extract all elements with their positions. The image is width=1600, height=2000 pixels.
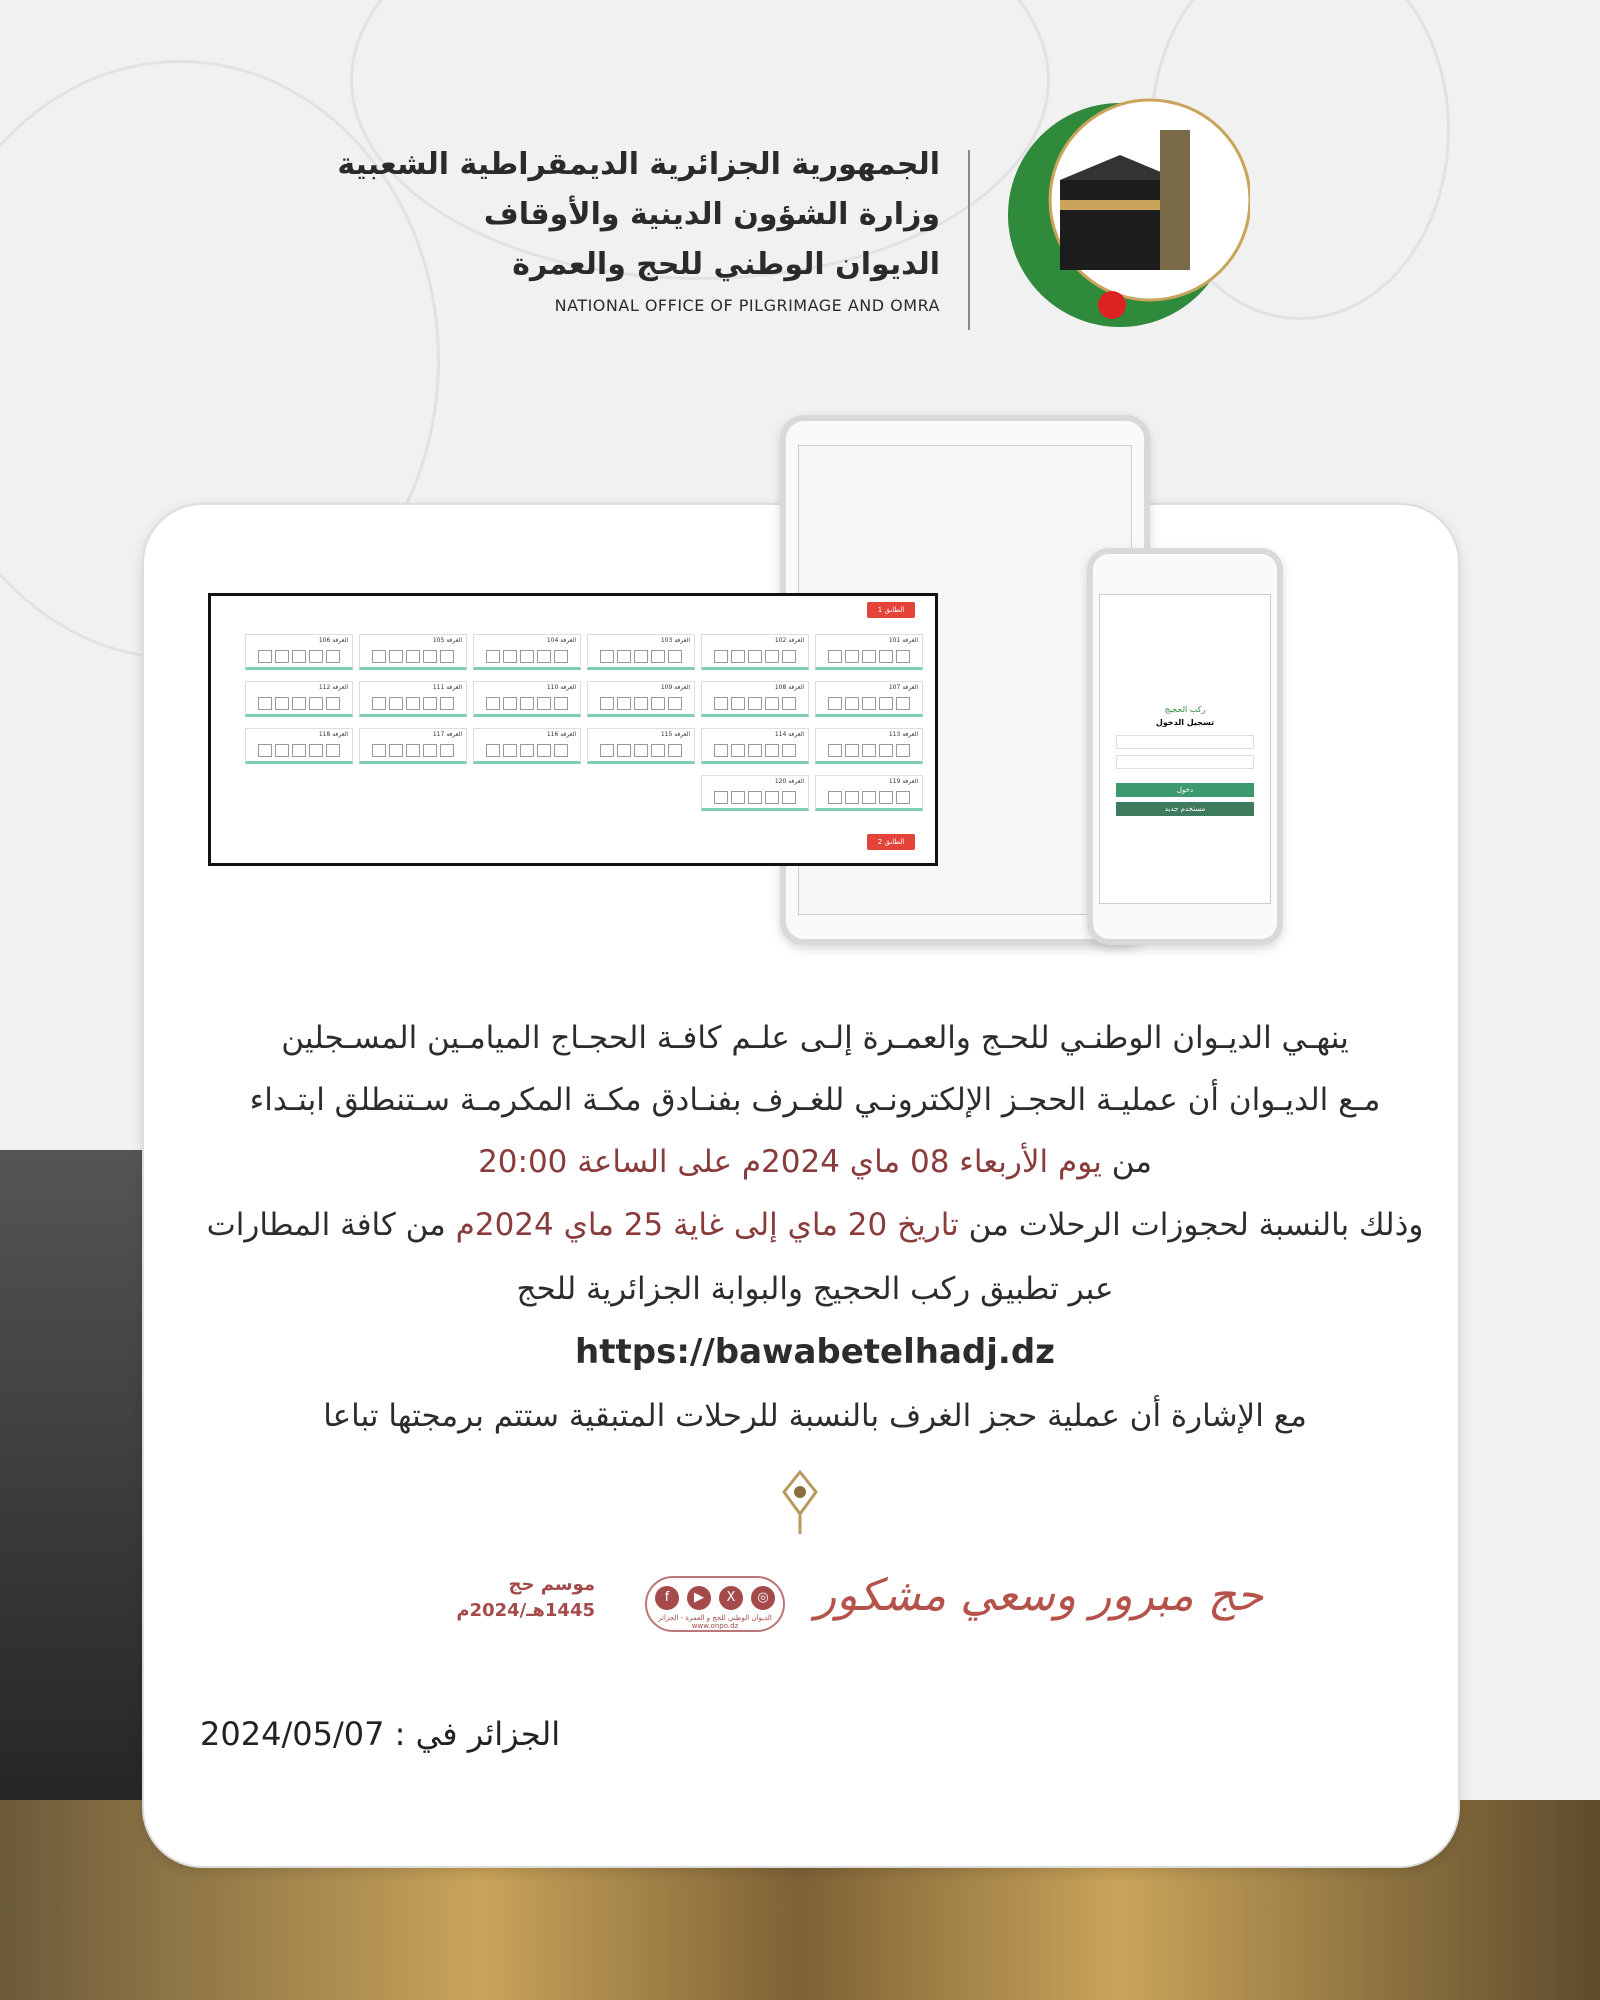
room-label: الغرفة 101 <box>888 637 918 644</box>
date-label: الجزائر في : <box>394 1715 561 1753</box>
room-card[interactable] <box>815 728 923 764</box>
bed-slots <box>820 791 918 804</box>
bed-slots <box>364 650 462 663</box>
room-card[interactable] <box>245 681 353 717</box>
bed-slots <box>706 791 804 804</box>
hajj-calligraphy: حج مبرور وسعي مشكور <box>815 1570 1264 1621</box>
website-link[interactable]: www.onpo.dz <box>691 1622 739 1630</box>
room-card[interactable] <box>701 775 809 811</box>
room-card[interactable] <box>701 728 809 764</box>
room-booking-screenshot <box>208 593 938 866</box>
portal-link[interactable]: https://bawabetelhadj.dz <box>575 1332 1055 1372</box>
bed-slots <box>592 697 690 710</box>
paragraph-line-6: مع الإشارة أن عملية حجز الغرف بالنسبة للرحلات المتبقية ستتم برمجتها تباعا <box>323 1398 1307 1434</box>
bed-slots <box>706 650 804 663</box>
start-datetime: يوم الأربعاء 08 ماي 2024م على الساعة 20:00 <box>478 1144 1102 1180</box>
room-card[interactable] <box>815 681 923 717</box>
room-card[interactable] <box>359 634 467 670</box>
room-label: الغرفة 119 <box>888 778 918 785</box>
new-user-button[interactable]: مستخدم جديد <box>1116 802 1254 816</box>
flight-date-range: تاريخ 20 ماي إلى غاية 25 ماي 2024م <box>455 1207 959 1243</box>
text-flights: وذلك بالنسبة لحجوزات الرحلات من <box>968 1207 1424 1243</box>
room-card[interactable] <box>701 681 809 717</box>
bed-slots <box>820 744 918 757</box>
bed-slots <box>478 744 576 757</box>
room-label: الغرفة 109 <box>660 684 690 691</box>
text-from: من <box>1111 1144 1152 1180</box>
username-field[interactable] <box>1116 735 1254 749</box>
text-airports: من كافة المطارات <box>206 1207 446 1243</box>
paragraph-line-2: مـع الديـوان أن عمليـة الحجـز الإلكترونـي للغـرف بفنـادق مكـة المكرمـة سـتنطلق ابتـداء <box>249 1082 1381 1118</box>
room-label: الغرفة 117 <box>432 731 462 738</box>
bed-slots <box>592 744 690 757</box>
room-label: الغرفة 118 <box>318 731 348 738</box>
season-label <box>456 1572 595 1624</box>
phone-mockup <box>1087 548 1283 945</box>
bed-slots <box>706 697 804 710</box>
season-line-1: موسم حج <box>508 1574 595 1595</box>
date-value: 2024/05/07 <box>200 1715 385 1753</box>
room-label: الغرفة 107 <box>888 684 918 691</box>
floor-1-button[interactable]: الطابق 1 <box>867 602 915 618</box>
room-label: الغرفة 106 <box>318 637 348 644</box>
instagram-icon[interactable]: ◎ <box>751 1586 775 1610</box>
bed-slots <box>364 697 462 710</box>
phone-screen <box>1099 594 1271 904</box>
paragraph-line-1: ينهـي الديـوان الوطنـي للحـج والعمـرة إلـى علـم كافـة الحجـاج الميامـين المسـجلين <box>281 1020 1349 1056</box>
room-label: الغرفة 105 <box>432 637 462 644</box>
room-card[interactable] <box>473 634 581 670</box>
bed-slots <box>706 744 804 757</box>
password-field[interactable] <box>1116 755 1254 769</box>
footer-row <box>450 1560 1264 1650</box>
onpo-logo-icon <box>1000 90 1250 340</box>
room-label: الغرفة 114 <box>774 731 804 738</box>
room-card[interactable] <box>815 775 923 811</box>
header-divider <box>968 150 970 330</box>
bed-slots <box>250 697 348 710</box>
room-label: الغرفة 108 <box>774 684 804 691</box>
x-twitter-icon[interactable]: X <box>719 1586 743 1610</box>
paragraph-line-4 <box>200 1207 1430 1243</box>
bed-slots <box>478 697 576 710</box>
room-card[interactable] <box>245 728 353 764</box>
room-label: الغرفة 115 <box>660 731 690 738</box>
issue-date <box>200 1715 560 1753</box>
bed-slots <box>592 650 690 663</box>
room-card[interactable] <box>587 681 695 717</box>
room-card[interactable] <box>359 728 467 764</box>
ornament-icon <box>780 1470 820 1536</box>
login-title: تسجيل الدخول <box>1155 718 1215 727</box>
room-card[interactable] <box>701 634 809 670</box>
facebook-icon[interactable]: f <box>655 1586 679 1610</box>
bed-slots <box>364 744 462 757</box>
bed-slots <box>820 650 918 663</box>
room-card[interactable] <box>587 634 695 670</box>
background-kaaba-cloth <box>0 1150 160 1850</box>
social-caption: الديوان الوطني للحج و العمرة - الجزائر www.onpo.dz <box>658 1614 772 1630</box>
social-links <box>645 1576 785 1632</box>
room-label: الغرفة 116 <box>546 731 576 738</box>
room-card[interactable] <box>587 728 695 764</box>
room-card[interactable] <box>473 728 581 764</box>
room-label: الغرفة 110 <box>546 684 576 691</box>
portal-link-line <box>200 1332 1430 1372</box>
room-label: الغرفة 102 <box>774 637 804 644</box>
paragraph-line-5: عبر تطبيق ركب الحجيج والبوابة الجزائرية للحج <box>516 1271 1114 1307</box>
app-name: ركب الحجيج <box>1164 705 1206 714</box>
room-card[interactable] <box>473 681 581 717</box>
room-label: الغرفة 111 <box>432 684 462 691</box>
room-label: الغرفة 120 <box>774 778 804 785</box>
ministry-title: وزارة الشؤون الدينية والأوقاف <box>483 197 940 232</box>
room-card[interactable] <box>245 634 353 670</box>
bed-slots <box>478 650 576 663</box>
youtube-icon[interactable]: ▶ <box>687 1586 711 1610</box>
floor-2-button[interactable]: الطابق 2 <box>867 834 915 850</box>
login-button[interactable]: دخول <box>1116 783 1254 797</box>
office-title: الديوان الوطني للحج والعمرة <box>512 247 940 282</box>
bed-slots <box>820 697 918 710</box>
office-title-english: NATIONAL OFFICE OF PILGRIMAGE AND OMRA <box>554 296 940 315</box>
bed-slots <box>250 650 348 663</box>
bed-slots <box>250 744 348 757</box>
header-titles <box>337 140 940 315</box>
paragraph-line-3 <box>200 1144 1430 1180</box>
room-card[interactable] <box>359 681 467 717</box>
season-year: 1445هـ/2024م <box>456 1600 595 1621</box>
room-label: الغرفة 113 <box>888 731 918 738</box>
room-label: الغرفة 103 <box>660 637 690 644</box>
republic-title: الجمهورية الجزائرية الديمقراطية الشعبية <box>337 147 940 182</box>
room-label: الغرفة 104 <box>546 637 576 644</box>
room-label: الغرفة 112 <box>318 684 348 691</box>
room-card[interactable] <box>815 634 923 670</box>
